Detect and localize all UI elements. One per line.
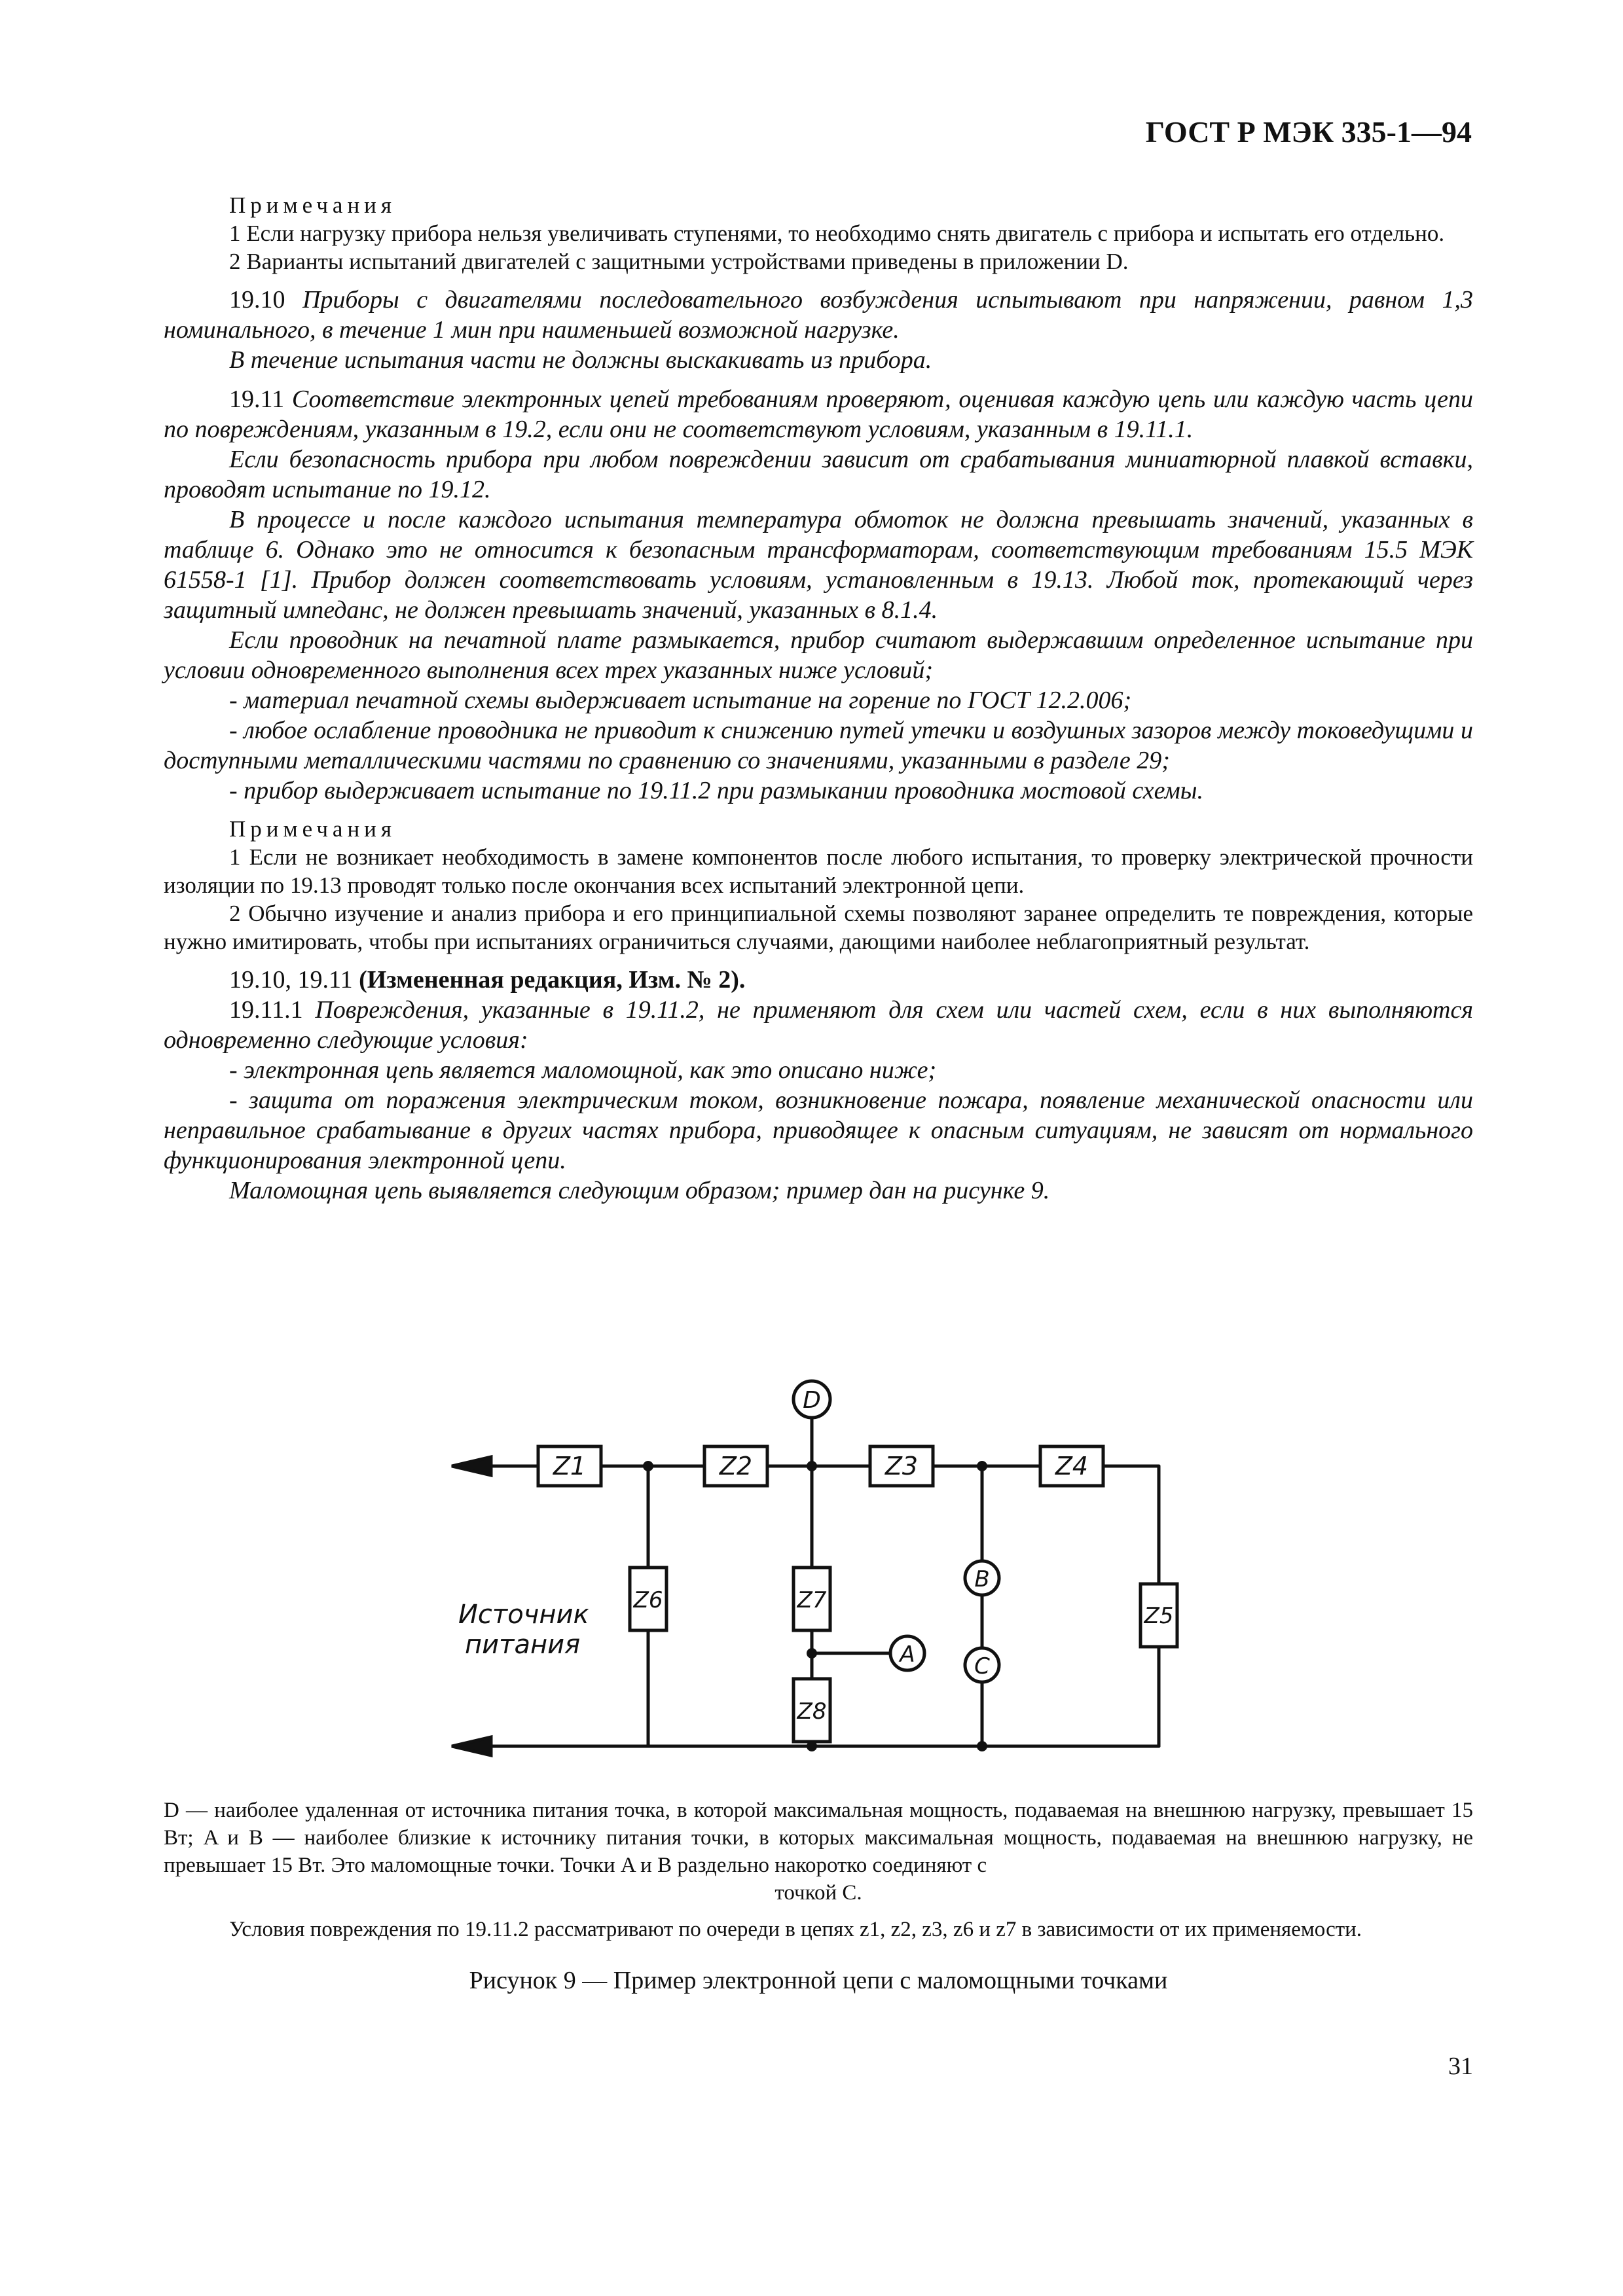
label-z5: Z5 (1144, 1603, 1174, 1629)
label-z4: Z4 (1055, 1452, 1089, 1480)
label-z1: Z1 (553, 1452, 587, 1480)
note-item: 1 Если не возникает необходимость в замене компонентов после любого испытания, то проверку электрической прочности изоляции по 19.13 проводят только после окончания всех испытаний электронной цепи. (164, 844, 1473, 898)
note-item: 2 Обычно изучение и анализ прибора и его принципиальной схемы позволяют заранее определить те повреждения, которые нужно имитировать, чтобы при испытаниях ограничиться случаями, дающими наиболее неблагоприятный результат. (164, 901, 1473, 954)
label-z6: Z6 (633, 1587, 663, 1613)
clause-number: 19.11.1 (229, 996, 303, 1024)
list-item: - электронная цепь является маломощной, как это описано ниже; (229, 1056, 937, 1084)
clause-19-11-1 (164, 995, 1473, 1055)
main-text (164, 191, 1473, 1206)
amendment-ref: 19.10, 19.11 (229, 966, 353, 994)
source-label-line1: Источник (458, 1600, 589, 1630)
clause-text: Соответствие электронных цепей требованиям проверяют, оценивая каждую цепь или каждую часть цепи по повреждениям, указанным в 19.2, если они не соответствуют условиям, указанным в 19.11.1. (164, 386, 1474, 443)
page-number: 31 (1448, 2053, 1473, 2080)
caption-legend: D — наиболее удаленная от источника питания точка, в которой максимальная мощность, подаваемая на внешнюю нагрузку, превышает 15 Вт; A и B — наиболее близкие к источнику питания точки, в которых максимальная мощность, подаваемая на внешнюю нагрузку, не превышает 15 Вт. Это маломощные точки. Точки A и B раздельно накоротко соединяют с (164, 1799, 1473, 1877)
clause-19-10 (164, 285, 1473, 345)
caption-legend-end: точкой C. (775, 1881, 862, 1905)
notes-heading: Примечания (229, 192, 397, 218)
circuit-diagram (432, 1348, 1493, 1780)
source-label-line2: питания (465, 1630, 581, 1660)
clause-paragraph: В течение испытания части не должны выскакивать из прибора. (229, 346, 932, 374)
caption-conditions: Условия повреждения по 19.11.2 рассматривают по очереди в цепях z1, z2, z3, z6 и z7 в зависимости от их применяемости. (229, 1918, 1362, 1941)
clause-number: 19.11 (229, 386, 285, 413)
clause-text: Повреждения, указанные в 19.11.2, не применяют для схем или частей схем, если в них выполняются одновременно следующие условия: (164, 996, 1474, 1054)
label-z2: Z2 (719, 1452, 753, 1480)
notes-heading: Примечания (229, 816, 397, 842)
amendment-text: (Измененная редакция, Изм. № 2). (359, 966, 746, 994)
clause-number: 19.10 (229, 286, 285, 314)
amendment-line (164, 965, 1473, 995)
clause-paragraph: Если безопасность прибора при любом повреждении зависит от срабатывания миниатюрной плавкой вставки, проводят испытание по 19.12. (164, 446, 1473, 503)
list-item: - материал печатной схемы выдерживает испытание на горение по ГОСТ 12.2.006; (229, 687, 1132, 714)
clause-paragraph: Маломощная цепь выявляется следующим образом; пример дан на рисунке 9. (229, 1177, 1050, 1204)
document-code-header: ГОСТ Р МЭК 335-1—94 (1145, 115, 1472, 149)
clause-19-11 (164, 384, 1473, 444)
list-item: - любое ослабление проводника не приводит к снижению путей утечки и воздушных зазоров между токоведущими и доступными металлическими частями по сравнению со значениями, указанными в разделе 29; (164, 717, 1473, 774)
clause-text: Приборы с двигателями последовательного возбуждения испытывают при напряжении, равном 1,3 номинального, в течение 1 мин при наименьшей возможной нагрузке. (164, 286, 1474, 344)
arrow-bottom (452, 1737, 491, 1755)
label-point-c: C (974, 1653, 990, 1679)
label-z7: Z7 (797, 1587, 827, 1613)
list-item: - защита от поражения электрическим током, возникновение пожара, появление механической опасности или неправильное срабатывание в других частях прибора, приводящее к опасным ситуациям, не зависят от нормального функционирования электронной цепи. (164, 1086, 1473, 1174)
clause-paragraph: Если проводник на печатной плате размыкается, прибор считают выдержавшим определенное испытание при условии одновременного выполнения всех трех указанных ниже условий; (164, 626, 1473, 684)
label-point-a: A (900, 1641, 915, 1668)
figure-caption (164, 1797, 1473, 1994)
note-item: 2 Варианты испытаний двигателей с защитными устройствами приведены в приложении D. (229, 249, 1129, 274)
arrow-top (452, 1457, 491, 1475)
label-point-d: D (803, 1387, 821, 1414)
label-point-b: B (974, 1566, 990, 1592)
clause-paragraph: В процессе и после каждого испытания температура обмоток не должна превышать значений, указанных в таблице 6. Однако это не относится к безопасным трансформаторам, соответствующим требованиям 15.5 МЭК 61558-1 [1]. Прибор должен соответствовать условиям, установленным в 19.13. Любой ток, протекающий через защитный импеданс, не должен превышать значений, указанных в 8.1.4. (164, 506, 1473, 624)
note-item: 1 Если нагрузку прибора нельзя увеличивать ступенями, то необходимо снять двигатель с прибора и испытать его отдельно. (229, 221, 1445, 246)
figure-title: Рисунок 9 — Пример электронной цепи с маломощными точками (469, 1967, 1168, 1994)
label-z8: Z8 (797, 1698, 827, 1725)
label-z3: Z3 (884, 1452, 919, 1480)
list-item: - прибор выдерживает испытание по 19.11.2 при размыкании проводника мостовой схемы. (229, 777, 1204, 804)
